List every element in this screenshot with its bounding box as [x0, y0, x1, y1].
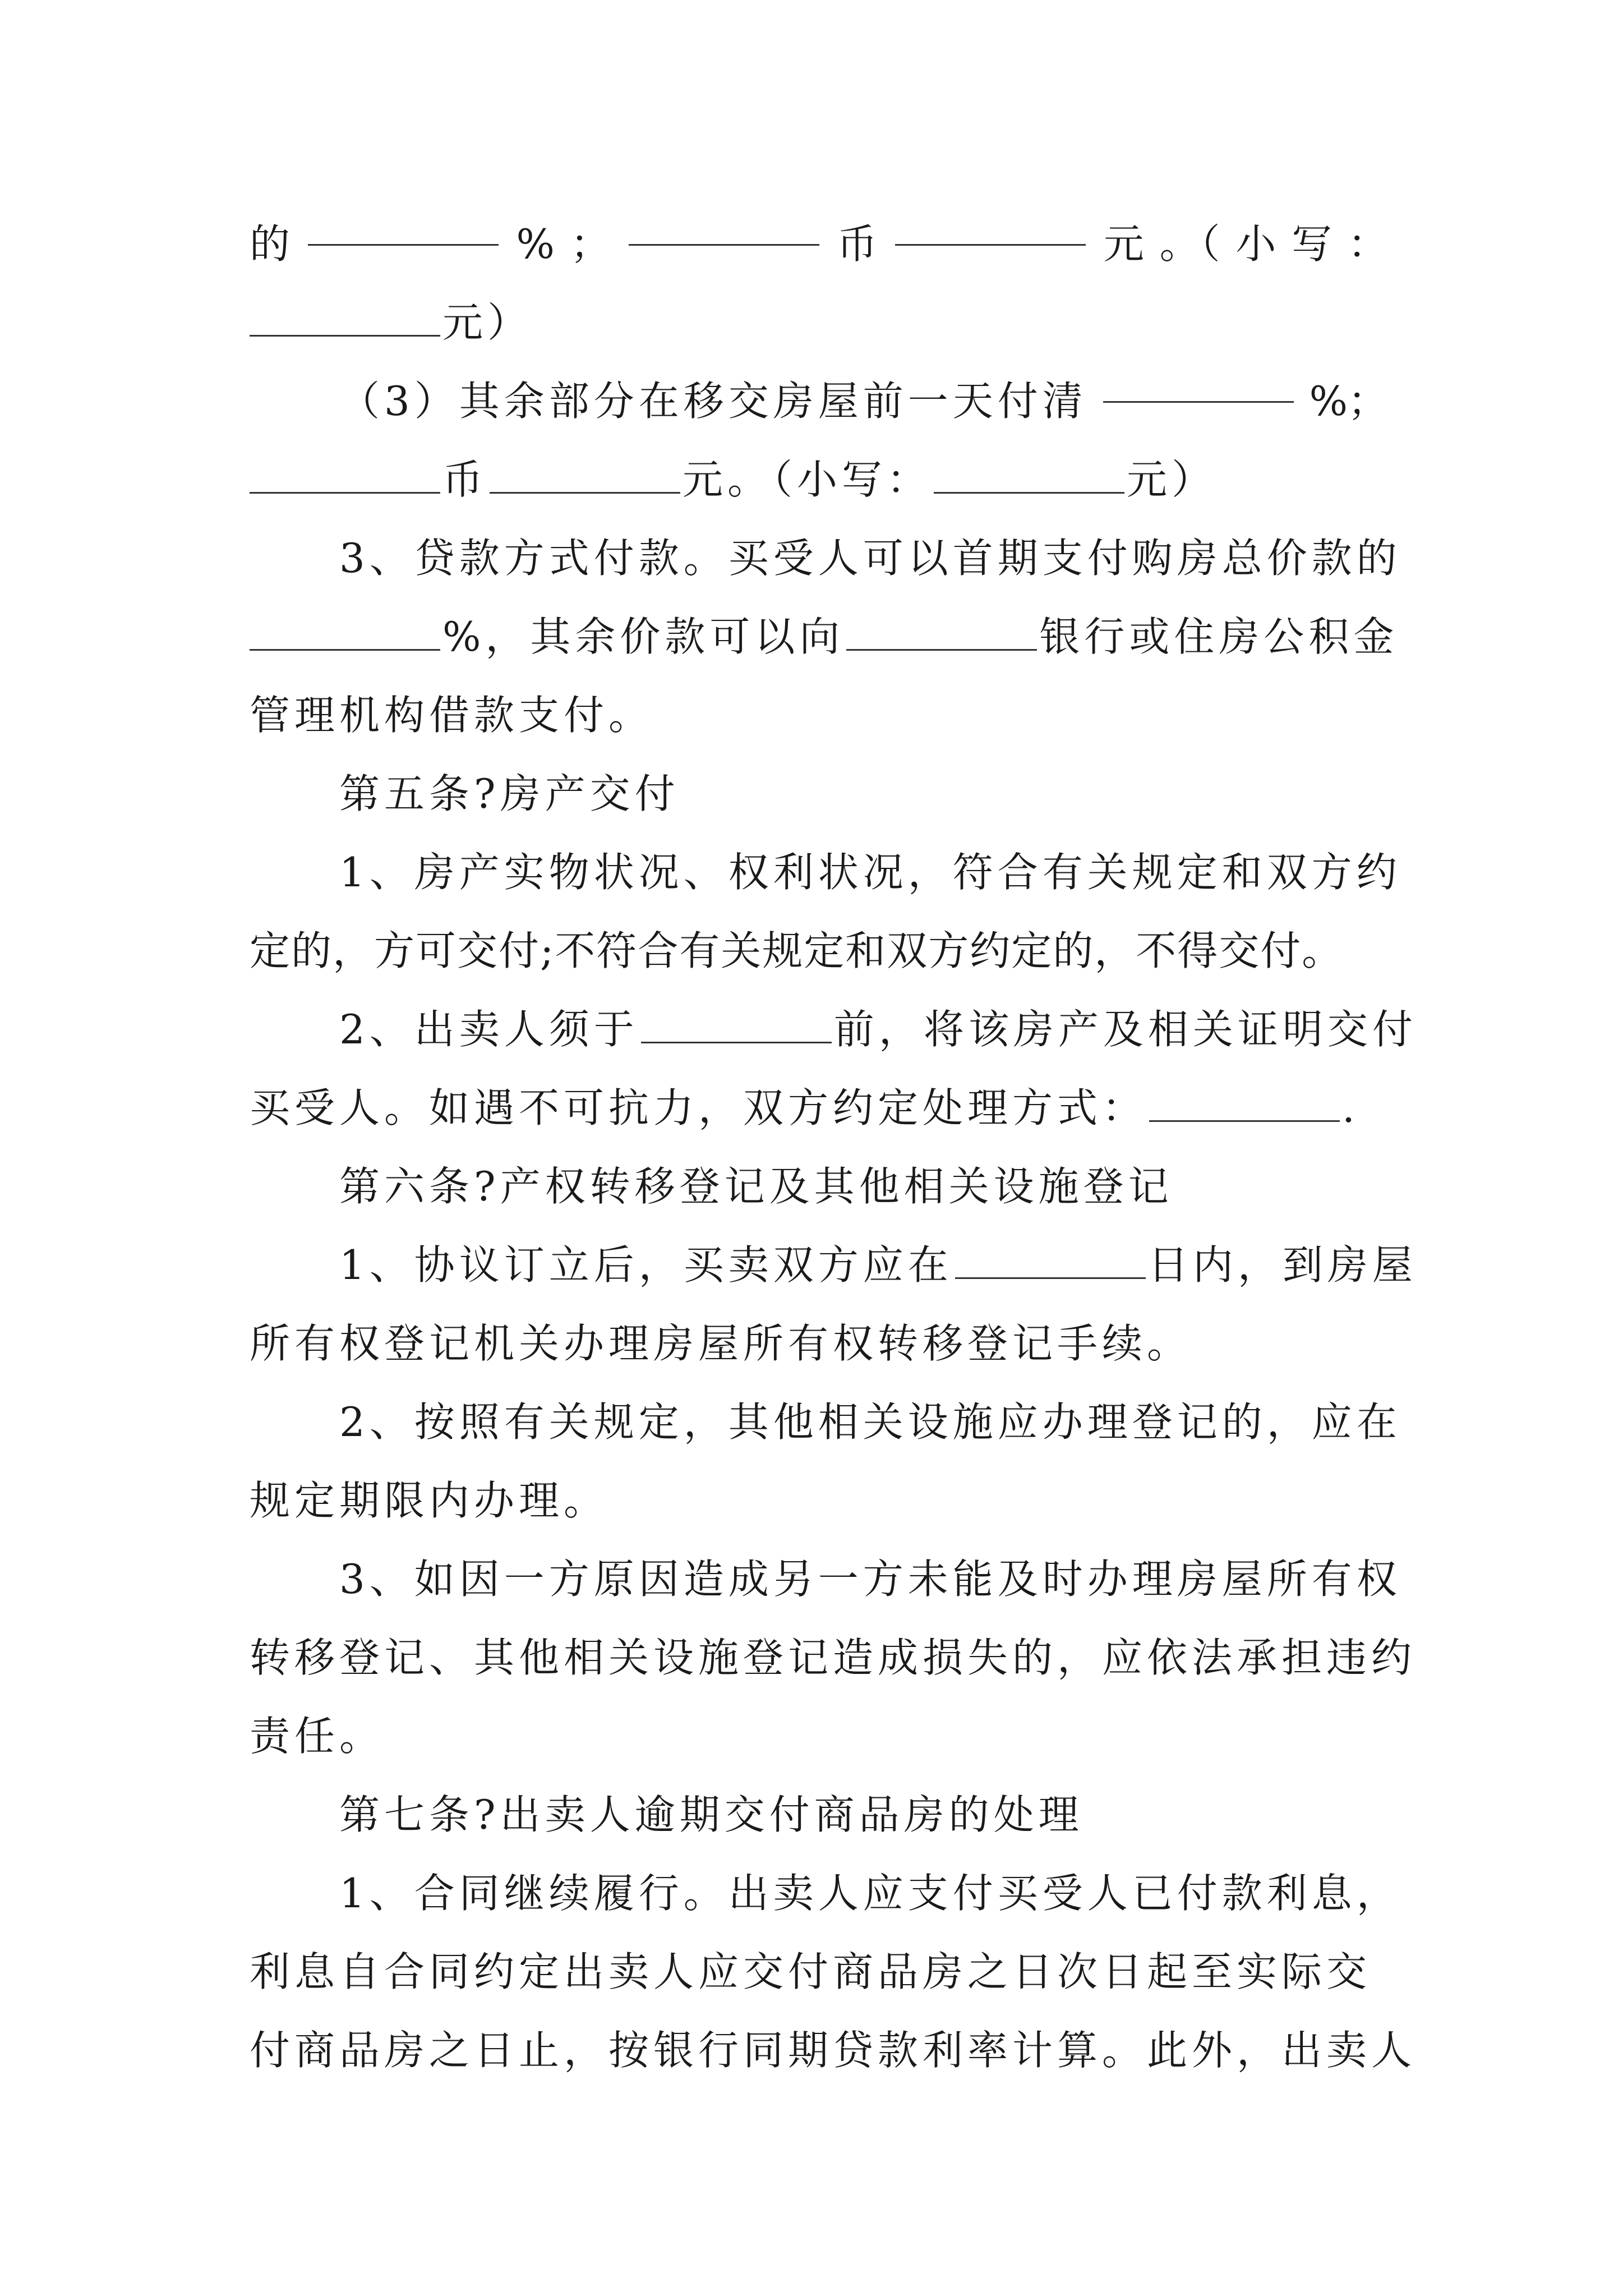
line-text: 币 — [442, 456, 488, 503]
section-heading: 第六条?产权转移登记及其他相关设施登记 — [339, 1163, 1173, 1210]
line-text: ； — [570, 220, 611, 268]
text-line-4 — [250, 446, 1388, 513]
text-line-1 — [250, 210, 1388, 278]
line-text: . — [1342, 1084, 1359, 1131]
text-line-10: 定的，方可交付;不符合有关规定和双方约定的，不得交付。 — [250, 927, 1344, 974]
line-text: ： — [1347, 220, 1388, 268]
line-text: 元） — [442, 299, 533, 346]
text-line-11 — [339, 996, 1417, 1063]
text-line-18: 3、如因一方原因造成另一方未能及时办理房屋所有权 — [339, 1556, 1401, 1603]
line-text: 1、协议订立后，买卖双方应在 — [339, 1241, 953, 1289]
line-text: 。（ — [1159, 220, 1220, 268]
line-text: 币 — [837, 220, 878, 268]
text-line-7: 管理机构借款支付。 — [250, 692, 654, 739]
text-line-9: 1、房产实物状况、权利状况，符合有关规定和双方约 — [339, 849, 1401, 896]
text-line-15: 所有权登记机关办理房屋所有权转移登记手续。 — [250, 1320, 1192, 1367]
line-text: （3）其余部分在移交房屋前一天付清 — [339, 378, 1087, 425]
text-line-2 — [250, 289, 1388, 356]
blank-field — [895, 210, 1086, 246]
line-text: 小 — [1235, 220, 1276, 268]
section-heading: 第七条?出卖人逾期交付商品房的处理 — [339, 1791, 1083, 1838]
text-line-24: 付商品房之日止，按银行同期贷款利率计算。此外，出卖人 — [250, 2027, 1417, 2074]
text-line-16: 2、按照有关规定，其他相关设施应办理登记的，应在 — [339, 1398, 1401, 1446]
section-heading: 第五条?房产交付 — [339, 770, 680, 817]
text-line-22: 1、合同继续履行。出卖人应支付买受人已付款利息， — [339, 1870, 1401, 1917]
blank-field — [846, 615, 1037, 651]
blank-field — [308, 210, 499, 246]
text-line-6 — [250, 603, 1399, 670]
line-text: 的 — [250, 220, 291, 268]
line-text: % — [516, 220, 555, 268]
line-text: 元 — [1103, 220, 1144, 268]
text-line-19: 转移登记、其他相关设施登记造成损失的，应依法承担违约 — [250, 1634, 1417, 1681]
blank-field — [250, 458, 440, 494]
blank-field — [250, 615, 440, 651]
text-line-5: 3、贷款方式付款。买受人可以首期支付购房总价款的 — [339, 535, 1401, 582]
text-line-14 — [339, 1231, 1417, 1299]
line-text: 前，将该房产及相关证明交付 — [833, 1006, 1417, 1053]
line-text: 写 — [1292, 220, 1332, 268]
line-text: 日内，到房屋 — [1147, 1241, 1417, 1289]
text-line-20: 责任。 — [250, 1713, 385, 1760]
text-line-3 — [339, 367, 1388, 435]
text-line-17: 规定期限内办理。 — [250, 1477, 609, 1524]
line-text: 银行或住房公积金 — [1039, 613, 1399, 660]
blank-field — [934, 458, 1124, 494]
blank-field — [490, 458, 680, 494]
line-text: 元。（小写： — [683, 456, 932, 503]
text-line-23: 利息自合同约定出卖人应交付商品房之日次日起至实际交 — [250, 1948, 1372, 1995]
line-text: 买受人。如遇不可抗力，双方约定处理方式： — [250, 1084, 1147, 1131]
blank-field — [955, 1244, 1146, 1279]
line-text: 2、出卖人须于 — [339, 1006, 639, 1053]
blank-field — [629, 210, 819, 246]
text-line-12 — [250, 1074, 1388, 1142]
blank-field — [641, 1008, 832, 1043]
blank-field — [1149, 1087, 1340, 1122]
line-text: %，其余价款可以向 — [442, 613, 845, 660]
blank-field — [1103, 367, 1294, 403]
blank-field — [250, 301, 440, 337]
line-text: 元） — [1127, 456, 1217, 503]
line-text: %； — [1309, 378, 1388, 425]
